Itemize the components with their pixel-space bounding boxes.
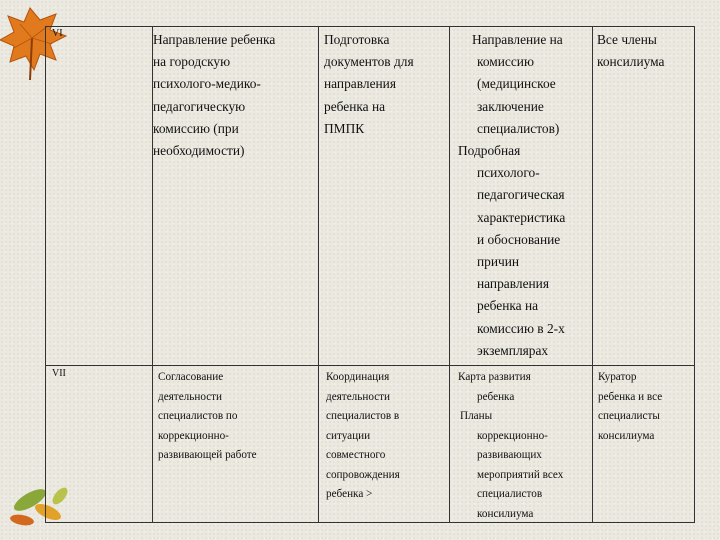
text-line: экземплярах [477, 342, 549, 358]
text-line: специалистов [477, 488, 543, 500]
text-line: Направление ребенка [153, 32, 276, 47]
text-line: специалисты [598, 410, 660, 422]
text-line: специалистов) [477, 120, 560, 136]
text-line: мероприятий всех [477, 468, 564, 481]
text-line: Куратор [598, 371, 637, 383]
column-border [449, 26, 450, 522]
text-line: ребенка [477, 390, 515, 403]
row-number: VII [52, 368, 66, 379]
text-line: развивающей работе [158, 449, 257, 461]
text-line: Все члены [597, 32, 657, 47]
text-line: развивающих [477, 449, 542, 461]
text-line: совместного [326, 449, 386, 461]
text-line: Подробная [458, 143, 521, 159]
text-line: сопровождения [326, 468, 400, 481]
text-line: ситуации [326, 429, 371, 442]
table-top-border [45, 26, 695, 27]
column-border [45, 26, 46, 522]
text-line: (медицинское [477, 76, 556, 92]
text-line: ПМПК [324, 120, 365, 136]
text-line: психолого- [477, 165, 540, 181]
task-cell [158, 368, 257, 466]
text-line: ребенка на [477, 298, 539, 314]
text-line: педагогическая [477, 187, 565, 203]
column-border [318, 26, 319, 522]
text-line: направления [324, 76, 397, 92]
row-number: VI [52, 28, 63, 39]
text-line: Планы [460, 410, 493, 422]
text-line: специалистов по [158, 410, 238, 422]
text-line: Направление на [472, 32, 563, 47]
text-line: комиссию [477, 54, 534, 70]
text-line: ребенка на [324, 98, 386, 114]
text-line: деятельности [158, 390, 223, 403]
responsible-cell [597, 29, 665, 73]
text-line: педагогическую [153, 98, 246, 114]
text-line: консилиума [598, 429, 655, 442]
column-border [694, 26, 695, 522]
text-line: комиссию в 2-х [477, 320, 565, 336]
text-line: документов для [324, 54, 414, 70]
text-line: причин [477, 254, 520, 270]
text-line: необходимости) [153, 143, 245, 159]
content-cell [324, 29, 414, 140]
task-cell [153, 29, 275, 162]
text-line: ребенка и все [598, 390, 663, 403]
text-line: характеристика [477, 209, 566, 225]
documents-cell [458, 368, 563, 524]
text-line: коррекционно- [477, 429, 548, 442]
table-bottom-border [45, 522, 695, 523]
text-line: направления [477, 276, 550, 292]
text-line: коррекционно- [158, 429, 229, 442]
text-line: Подготовка [324, 32, 390, 47]
text-line: комиссию (при [153, 120, 239, 136]
text-line: консилиума [597, 54, 665, 70]
responsible-cell [598, 368, 662, 446]
text-line: ребенка > [326, 488, 373, 500]
text-line: консилиума [477, 507, 534, 520]
text-line: специалистов в [326, 410, 400, 422]
text-line: заключение [477, 98, 544, 114]
text-line: на городскую [153, 54, 231, 70]
column-border [592, 26, 593, 522]
text-line: психолого-медико- [153, 76, 261, 92]
content-cell [326, 368, 400, 505]
documents-cell [458, 29, 565, 362]
text-line: и обоснование [477, 231, 561, 247]
text-line: Карта развития [458, 371, 531, 383]
text-line: Координация [326, 371, 390, 383]
text-line: Согласование [158, 371, 224, 383]
text-line: деятельности [326, 390, 391, 403]
row-divider [45, 365, 695, 366]
